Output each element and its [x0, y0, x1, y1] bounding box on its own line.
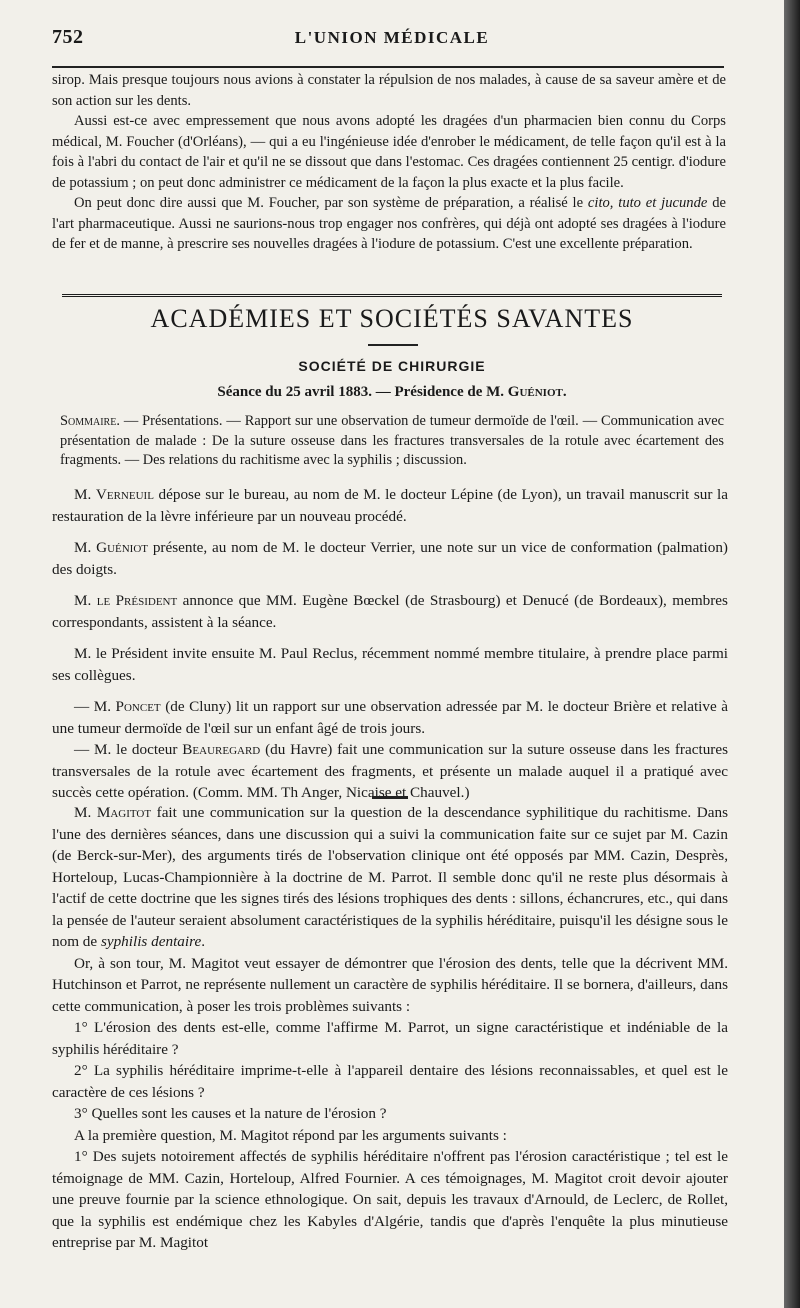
proceeding-name: Guéniot — [96, 539, 149, 556]
section-divider — [62, 294, 722, 297]
intro-p3-text-a: On peut donc dire aussi que M. Foucher, par son système de préparation, a réalisé le — [74, 195, 588, 211]
proceeding-text: M. le Président invite ensuite M. Paul Reclus, récemment nommé membre titulaire, à prendre place parmi ses collègues. — [52, 645, 728, 684]
page-number: 752 — [52, 26, 84, 48]
proceedings — [52, 484, 728, 804]
intro-p3-italic: cito, tuto et jucunde — [587, 195, 708, 211]
page-edge-shadow — [784, 0, 800, 1308]
section-title: ACADÉMIES ET SOCIÉTÉS SAVANTES — [150, 304, 634, 333]
question-2: 2° La syphilis héréditaire imprime-t-elle à l'appareil dentaire des lésions reconnaissables, et quel est le caractère de ces lésions ? — [52, 1062, 728, 1101]
proceeding-text: (de Cluny) lit un rapport sur une observation adressée par M. le docteur Brière et relative à une tumeur dermoïde de l'œil sur un enfant âgé de trois jours. — [52, 698, 728, 737]
proceeding-prefix: M. — [74, 592, 97, 609]
proceeding-prefix: — M. — [74, 698, 116, 715]
proceeding-text: (du Havre) fait une communication sur la suture osseuse dans les fractures transversales de la rotule avec écartement des fragments, et présente un malade auquel il a pratiqué avec succès cette opération. (Comm. MM. Th Anger, Nicaise et Chauvel.) — [52, 741, 728, 801]
magitot-text-a: fait une communication sur la question de la descendance syphilitique du rachitisme. Dans l'une des dernières séances, dans une discussion qui a suivi la communication faite sur ce sujet par M. Cazin (de Berck-sur-Mer), des arguments tirés de l'observation clinique ont été opposés par MM. Cazin, Desprès, Horteloup, Lucas-Championnière à la doctrine de M. Parrot. Il semble donc qu'il ne reste plus désormais à l'actif de cette doctrine que les signes tirés des lésions trophiques des dents : sillons, échancrures, etc., qui dans la pensée de l'auteur seraient absolument caractéristiques de la syphilis héréditaire, puisqu'il les désigne sous le nom de — [52, 804, 728, 950]
proceeding-name: Poncet — [115, 698, 161, 715]
intro-text — [52, 70, 726, 255]
intro-p3-text-b: de l'art pharmaceutique. Aussi ne saurions-nous trop engager nos confrères, qui déjà ont adopté ses dragées à l'iodure de fer et de manne, à prescrire ses nouvelles dragées à l'iodure de potassium. C'est une excellente préparation. — [52, 195, 726, 252]
proceeding-item — [52, 696, 728, 739]
proceeding-name: Verneuil — [95, 486, 154, 503]
proceeding-item — [52, 484, 728, 527]
intro-paragraph-2: Aussi est-ce avec empressement que nous avons adopté les dragées d'un pharmacien bien connu du Corps médical, M. Foucher (d'Orléans), — qui a eu l'ingénieuse idée d'enrober le médicament, de telle façon qu'il est à la fois à l'abri du contact de l'air et qu'il ne se dissout que dans l'estomac. Ces dragées contiennent 25 centigr. d'iodure de potassium ; on peut donc administrer ce médicament de la façon la plus exacte et la plus facile. — [52, 113, 726, 191]
magitot-name: Magitot — [96, 804, 152, 821]
magitot-paragraph-2: Or, à son tour, M. Magitot veut essayer de démontrer que l'érosion des dents, telle que la décrivent MM. Hutchinson et Parrot, ne représente nullement un caractère de syphilis héréditaire. Il se bornera, d'ailleurs, dans cette communication, à poser les trois problèmes suivants : — [52, 954, 728, 1015]
proceeding-item — [52, 739, 728, 804]
seance-line — [52, 384, 732, 401]
magitot-text-b: . — [201, 933, 205, 950]
question-3: 3° Quelles sont les causes et la nature de l'érosion ? — [74, 1105, 387, 1122]
proceeding-item — [52, 537, 728, 580]
proceeding-text: dépose sur le bureau, au nom de M. le docteur Lépine (de Lyon), un travail manuscrit sur la restauration de la lèvre inférieure par un nouveau procédé. — [52, 486, 728, 525]
proceeding-item — [52, 590, 728, 633]
intro-paragraph-1: sirop. Mais presque toujours nous avions à constater la répulsion de nos malades, à cause de sa saveur amère et de son action sur les dents. — [52, 72, 726, 109]
seance-president: Guéniot — [507, 384, 563, 400]
title-underline — [368, 344, 418, 346]
society-name: SOCIÉTÉ DE CHIRURGIE — [298, 358, 486, 374]
proceeding-prefix: — M. le docteur — [74, 741, 183, 758]
magitot-paragraph-1 — [52, 802, 728, 953]
header-rule — [52, 66, 724, 68]
magitot-italic: syphilis dentaire — [100, 933, 202, 950]
proceeding-item — [52, 643, 728, 686]
proceeding-name: Beauregard — [182, 741, 261, 758]
seance-prefix: Séance du 25 avril 1883. — Présidence de M. — [217, 384, 508, 400]
page-header — [52, 26, 732, 56]
running-title: L'UNION MÉDICALE — [294, 28, 490, 47]
proceeding-name: le Président — [96, 592, 178, 609]
seance-suffix: . — [562, 384, 567, 400]
sommaire-text: . — Présentations. — Rapport sur une observation de tumeur dermoïde de l'œil. — Communication avec présentation de malade : De la suture osseuse dans les fractures transversales de la rotule avec écartement des fragments. — Des relations du rachitisme avec la syphilis ; discussion. — [60, 413, 724, 468]
magitot-communication — [52, 802, 728, 1254]
proceeding-prefix: M. — [74, 539, 97, 556]
sommaire — [60, 412, 724, 471]
magitot-paragraph-3: A la première question, M. Magitot répond par les arguments suivants : — [74, 1126, 507, 1144]
question-1: 1° L'érosion des dents est-elle, comme l'affirme M. Parrot, un signe caractéristique et indéniable de la syphilis héréditaire ? — [52, 1019, 728, 1058]
proceeding-text: présente, au nom de M. le docteur Verrier, une note sur un vice de conformation (palmation) des doigts. — [52, 539, 728, 578]
magitot-prefix: M. — [74, 804, 97, 821]
proceeding-prefix: M. — [74, 486, 96, 503]
magitot-paragraph-4: 1° Des sujets notoirement affectés de syphilis héréditaire n'offrent pas l'érosion caractéristique ; tel est le témoignage de MM. Cazin, Horteloup, Alfred Fournier. A ces témoignages, M. Magitot croit devoir ajouter une preuve fournie par la science ethnologique. On sait, depuis les travaux d'Arnould, de Leclerc, de Rollet, que la syphilis est endémique chez les Kabyles d'Algérie, tandis que d'après l'enquête la plus minutieuse entreprise par M. Magitot — [52, 1148, 728, 1251]
separator-rule — [372, 796, 408, 799]
proceeding-text: annonce que MM. Eugène Bœckel (de Strasbourg) et Denucé (de Bordeaux), membres correspondants, assistent à la séance. — [52, 592, 728, 631]
intro-paragraph-3 — [52, 193, 726, 255]
sommaire-label: Sommaire — [60, 413, 117, 429]
